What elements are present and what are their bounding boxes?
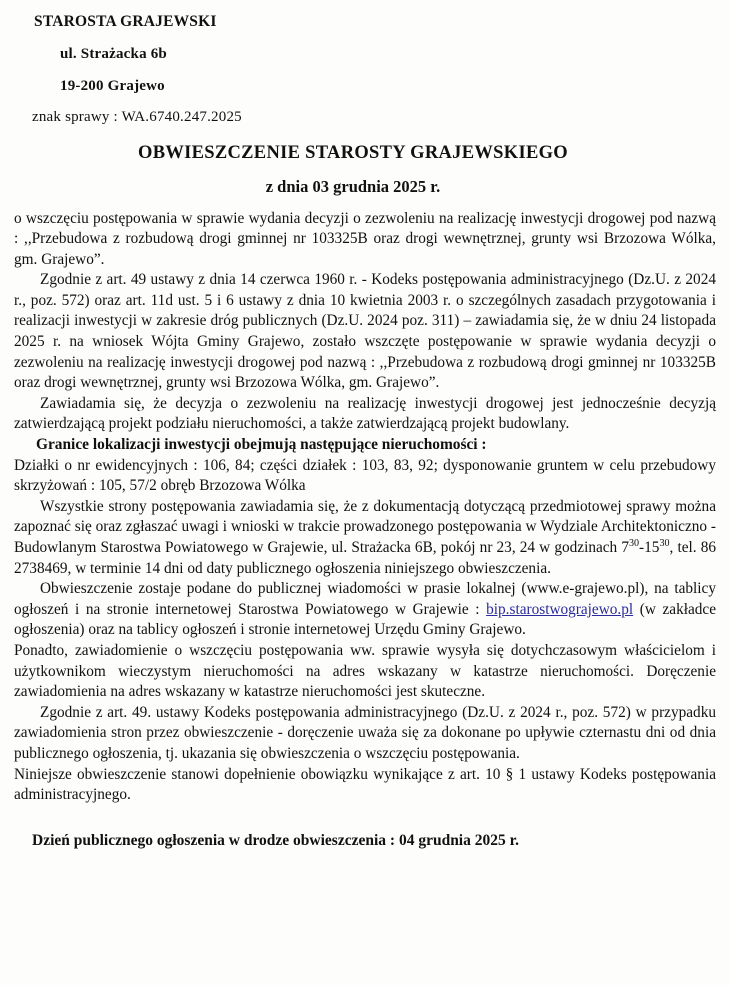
office-hours-to-minutes: 30 (659, 537, 670, 549)
paragraph-inspection-and-hours (14, 497, 716, 579)
parcel-numbers-list: Działki o nr ewidencyjnych : 106, 84; części działek : 103, 83, 92; dysponowanie gruntem w celu przebudowy skrzyżowań : 105, 57/2 obręb Brzozowa Wólka (14, 456, 716, 495)
boundaries-heading: Granice lokalizacji inwestycji obejmują następujące nieruchomości : (36, 436, 487, 454)
office-hours-from: 7 (621, 539, 629, 556)
paragraph-service-deemed-effective: Zgodnie z art. 49. ustawy Kodeks postępowania administracyjnego (Dz.U. z 2024 r., poz. 572) w przypadku zawiadomienia stron przez obwieszczenie - doręczenie uważa się za dokonane po upływie czternastu dni od dnia publicznego ogłoszenia, tj. ukazania się obwieszczenia o wszczęciu postępowania. (14, 703, 716, 762)
office-hours-from-minutes: 30 (628, 537, 640, 549)
paragraph-obligation-fulfilment: Niniejsze obwieszczenie stanowi dopełnienie obowiązku wynikające z art. 10 § 1 ustawy Kodeks postępowania administracyjnego. (14, 765, 716, 804)
paragraph-subject-matter: o wszczęciu postępowania w sprawie wydania decyzji o zezwoleniu na realizację inwestycji drogowej pod nazwą : ,,Przebudowa z rozbudową drogi gminnej nr 103325B oraz drogi wewnętrznej, grunty wsi Brzozowa Wólka, gm. Grajewo”. (14, 209, 716, 268)
issuing-authority: STAROSTA GRAJEWSKI (34, 13, 217, 30)
document-body (0, 209, 730, 806)
paragraph-owner-notification: Ponadto, zawiadomienie o wszczęciu postępowania ww. sprawie wysyła się dotychczasowym właścicielom i użytkownikom wieczystym nieruchomości na adres wskazany w katastrze nieruchomości. Doręczenie zawiadomienia na adres wskazany w katastrze nieruchomości jest skuteczne. (14, 641, 716, 701)
letterhead (0, 0, 730, 125)
paragraph-legal-basis: Zgodnie z art. 49 ustawy z dnia 14 czerwca 1960 r. - Kodeks postępowania administracyjnego (Dz.U. z 2024 r., poz. 572) oraz art. 11d ust. 5 i 6 ustawy z dnia 10 kwietnia 2003 r. o szczególnych zasadach przygotowania i realizacji inwestycji w zakresie dróg publicznych (Dz.U. 2024 poz. 311) – zawiadamia się, że w dniu 24 listopada 2025 r. na wniosek Wójta Gminy Grajewo, zostało wszczęte postępowanie w sprawie wydania decyzji o zezwoleniu na realizację inwestycji drogowej pod nazwą : ,,Przebudowa z rozbudową drogi gminnej nr 103325B oraz drogi wewnętrznej, grunty wsi Brzozowa Wólka, gm. Grajewo”. (14, 271, 716, 392)
inspection-text-after-hours: , tel. 86 2738469, w terminie 14 dni od daty publicznego ogłoszenia niniejszego obwieszczenia. (14, 539, 716, 577)
paragraph-decision-scope: Zawiadamia się, że decyzja o zezwoleniu na realizację inwestycji drogowej jest jednocześnie decyzją zatwierdzającą projekt podziału nieruchomości, a także zatwierdzającą projekt budowlany. (14, 394, 716, 433)
paragraph-publication-channels (14, 579, 716, 641)
authority-city-postcode: 19-200 Grajewo (60, 77, 165, 94)
bip-website-link[interactable]: bip.starostwograjewo.pl (486, 600, 634, 618)
publication-text-before-link: Obwieszczenie zostaje podane do publicznej wiadomości w prasie lokalnej (www.e-grajewo.pl), na tablicy ogłoszeń i na stronie internetowej Starostwa Powiatowego w Grajewie : (14, 580, 716, 618)
case-reference-number: znak sprawy : WA.6740.247.2025 (32, 108, 242, 125)
publication-text-after-link: (w zakładce ogłoszenia) oraz na tablicy ogłoszeń i stronie internetowej Urzędu Gminy Grajewo. (14, 600, 716, 639)
office-hours-separator: - (639, 539, 645, 556)
document-title: OBWIESZCZENIE STAROSTY GRAJEWSKIEGO (138, 142, 568, 163)
office-hours-to: 15 (644, 539, 660, 556)
document-date-subtitle: z dnia 03 grudnia 2025 r. (265, 176, 441, 196)
publication-day-footer: Dzień publicznego ogłoszenia w drodze obwieszczenia : 04 grudnia 2025 r. (32, 831, 519, 849)
authority-street-address: ul. Strażacka 6b (60, 45, 167, 62)
inspection-text-before-hours: Wszystkie strony postępowania zawiadamia się, że z dokumentacją dotyczącą przedmiotowej sprawy można zapoznać się oraz zgłaszać uwagi i wnioski w trakcie prowadzonego postępowania w Wydziale Architektoniczno - Budowlanym Starostwa Powiatowego w Grajewie, ul. Strażacka 6B, pokój nr 23, 24 w godzinach (14, 497, 716, 556)
